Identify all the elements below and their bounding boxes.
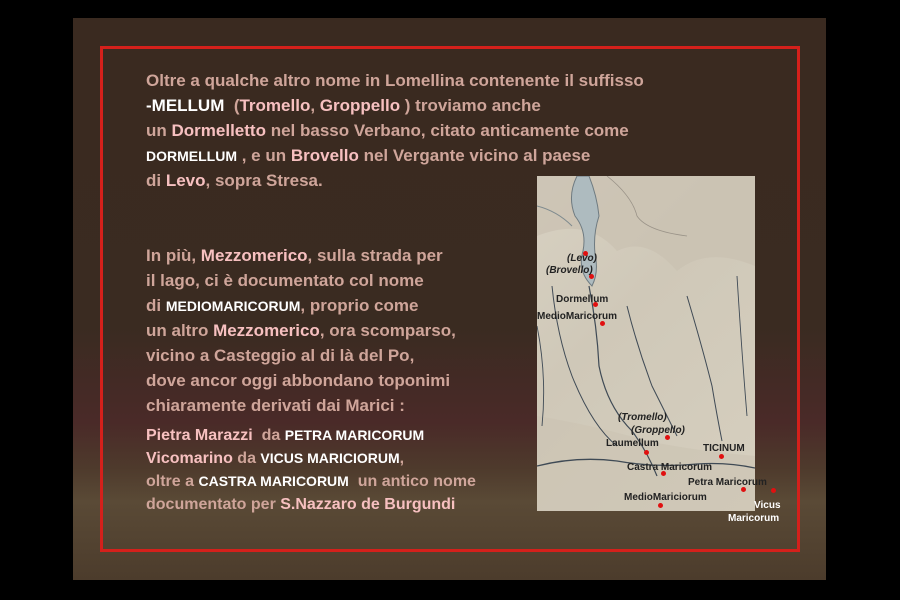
- map-label-brovello: (Brovello): [546, 265, 593, 276]
- place-mezzomerico-2: Mezzomerico: [213, 321, 320, 340]
- latin-dormellum: DORMELLUM: [146, 148, 237, 164]
- marker-laumellum: [644, 450, 649, 455]
- paragraph2-line1: In più, Mezzomerico, sulla strada per: [146, 246, 443, 265]
- paragraph3-line3: oltre a CASTRA MARICORUM un antico nome: [146, 473, 476, 490]
- paragraph2-line7: chiaramente derivati dai Marici :: [146, 396, 405, 415]
- paragraph1-line2: -MELLUM (Tromello, Groppello ) troviamo anche: [146, 96, 541, 115]
- map-label-petra: Petra Maricorum: [688, 477, 767, 488]
- place-levo: Levo: [165, 171, 206, 190]
- map-label-dormellum: Dormellum: [556, 294, 609, 305]
- paragraph3-line2: Vicomarino da VICUS MARICIORUM,: [146, 450, 405, 467]
- place-dormelletto: Dormelletto: [171, 121, 266, 140]
- historical-map: [537, 176, 767, 511]
- map-label-tromello: (Tromello): [618, 412, 667, 423]
- paragraph1-line1: Oltre a qualche altro nome in Lomellina contenente il suffisso: [146, 71, 644, 90]
- marker-vicus: [771, 488, 776, 493]
- marker-ticinum: [719, 454, 724, 459]
- place-brovello: Brovello: [290, 146, 359, 165]
- paragraph3-line4: documentato per S.Nazzaro de Burgundi: [146, 496, 456, 513]
- map-label-levo: (Levo): [567, 253, 597, 264]
- paragraph3-line1: Pietra Marazzi da PETRA MARICORUM: [146, 427, 425, 444]
- map-label-vicus: Vicus: [754, 500, 781, 511]
- paragraph2-line5: vicino a Casteggio al di là del Po,: [146, 346, 415, 365]
- paragraph2-line3: di MEDIOMARICORUM, proprio come: [146, 296, 419, 315]
- map-label-mediomariciorum-s: MedioMariciorum: [624, 492, 707, 503]
- map-label-mediomaricorum-n: MedioMaricorum: [537, 311, 618, 322]
- place-tromello: Tromello: [239, 96, 311, 115]
- paragraph2-line4: un altro Mezzomerico, ora scomparso,: [146, 321, 456, 340]
- map-label-laumellum: Laumellum: [606, 438, 659, 449]
- paragraph1-line3: un Dormelletto nel basso Verbano, citato anticamente come: [146, 121, 629, 140]
- paragraph2-line6: dove ancor oggi abbondano toponimi: [146, 371, 451, 390]
- place-san-nazzaro: S.Nazzaro de Burgundi: [280, 496, 456, 513]
- map-label-vicus-maricorum: Maricorum: [728, 513, 780, 524]
- map-drawing: [537, 176, 755, 511]
- suffix-mellum: -MELLUM: [146, 96, 225, 115]
- latin-mediomaricorum: MEDIOMARICORUM: [165, 298, 301, 314]
- map-label-ticinum: TICINUM: [703, 443, 745, 454]
- paragraph1-line5: di Levo, sopra Stresa.: [146, 171, 323, 190]
- latin-petra-maricorum: PETRA MARICORUM: [284, 427, 425, 443]
- map-label-groppello: (Groppello): [631, 425, 685, 436]
- latin-vicus-mariciorum: VICUS MARICIORUM: [260, 450, 400, 466]
- latin-castra-maricorum: CASTRA MARICORUM: [198, 473, 349, 489]
- paragraph2-line2: il lago, ci è documentato col nome: [146, 271, 424, 290]
- place-mezzomerico: Mezzomerico: [200, 246, 308, 265]
- place-vicomarino: Vicomarino: [146, 450, 233, 467]
- map-label-castra: Castra Maricorum: [627, 462, 713, 473]
- place-pietra-marazzi: Pietra Marazzi: [146, 427, 253, 444]
- paragraph1-line4: DORMELLUM , e un Brovello nel Vergante vicino al paese: [146, 146, 591, 165]
- place-groppello: Groppello: [319, 96, 401, 115]
- marker-mediomariciorum-s: [658, 503, 663, 508]
